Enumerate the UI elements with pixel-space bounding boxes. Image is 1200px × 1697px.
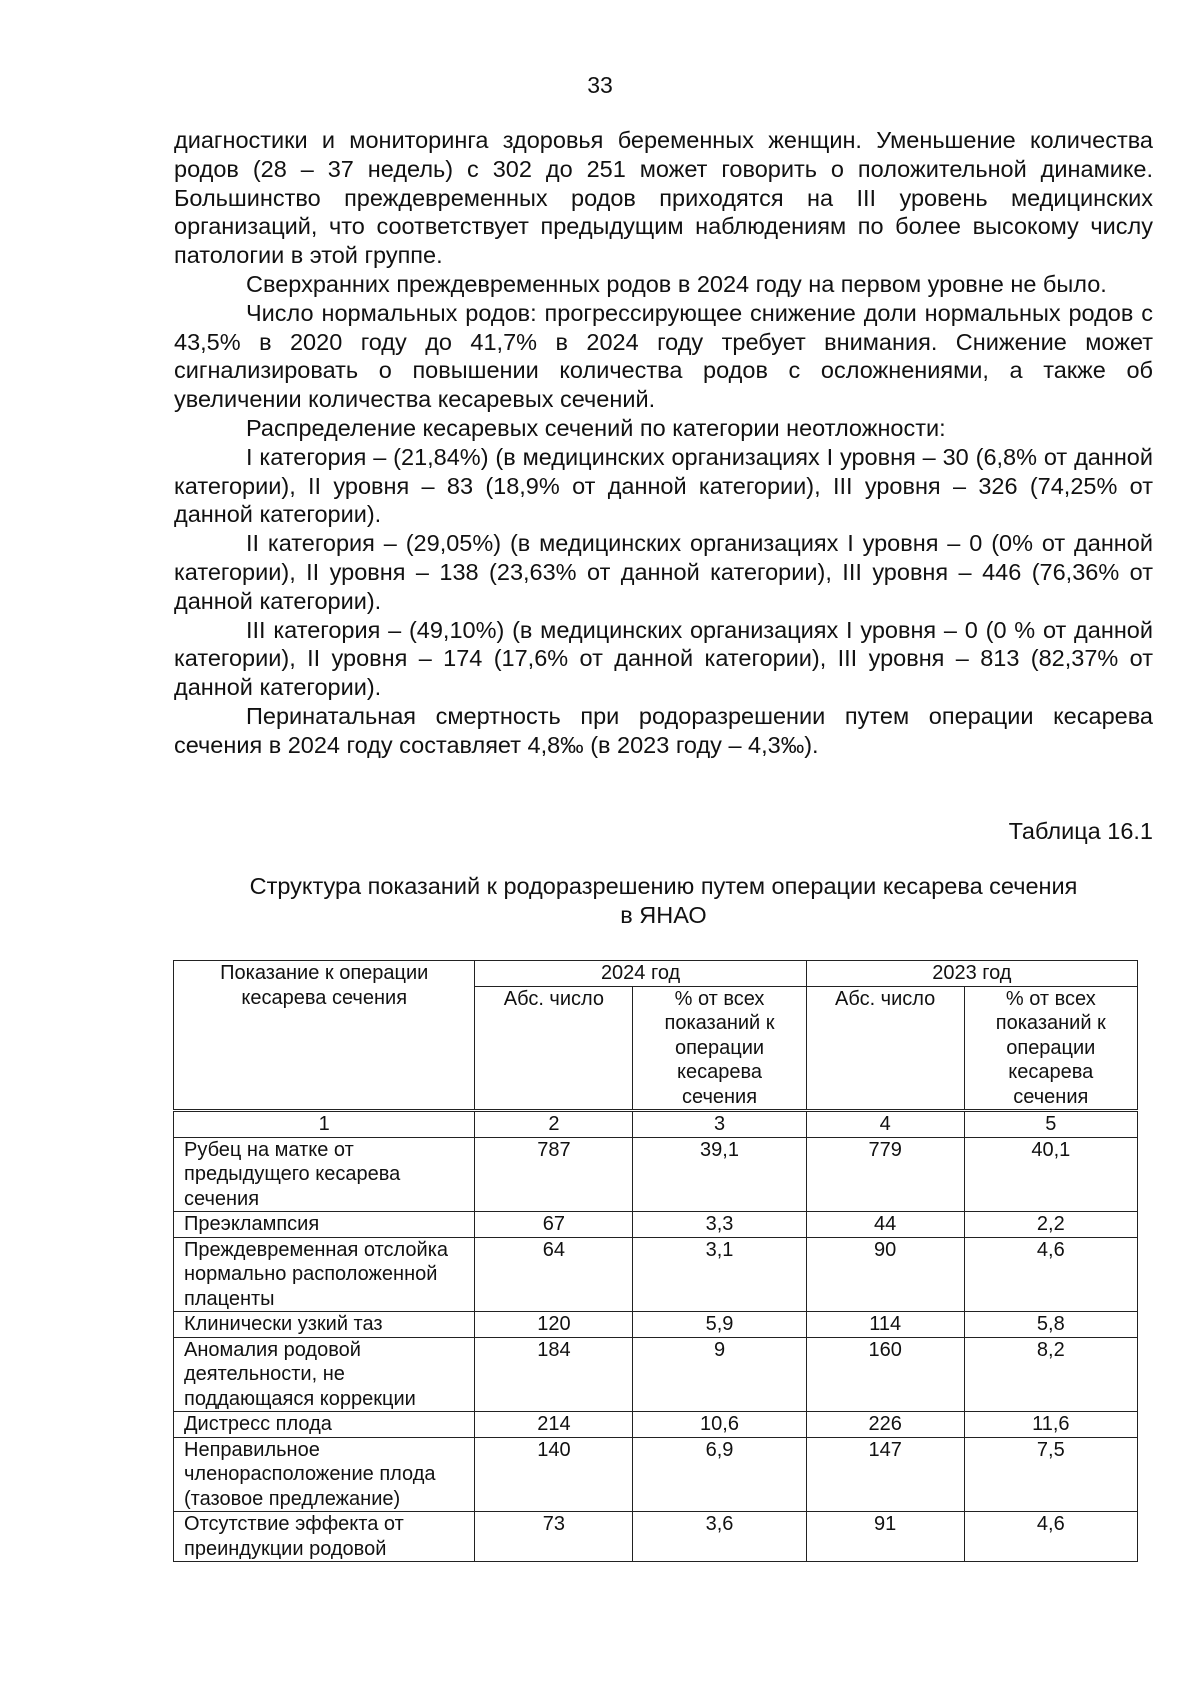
cell-pct-2024: 3,6 bbox=[633, 1512, 806, 1562]
cell-pct-2023: 2,2 bbox=[964, 1212, 1137, 1238]
cell-abs-2023: 91 bbox=[806, 1512, 964, 1562]
table-row bbox=[174, 1412, 1138, 1438]
table-title-line: Структура показаний к родоразрешению путем операции кесарева сечения bbox=[249, 873, 1078, 899]
cell-abs-2023: 779 bbox=[806, 1137, 964, 1212]
cell-abs-2024: 214 bbox=[475, 1412, 633, 1438]
cell-abs-2023: 44 bbox=[806, 1212, 964, 1238]
cell-abs-2023: 160 bbox=[806, 1337, 964, 1412]
table-row bbox=[174, 1312, 1138, 1338]
cell-pct-2024: 5,9 bbox=[633, 1312, 806, 1338]
cell-pct-2023: 7,5 bbox=[964, 1437, 1137, 1512]
paragraph: II категория – (29,05%) (в медицинских организациях I уровня – 0 (0% от данной категории), II уровня – 138 (23,63% от данной категории), III уровня – 446 (76,36% от данной категории). bbox=[174, 530, 1153, 614]
paragraph: Сверхранних преждевременных родов в 2024 году на первом уровне не было. bbox=[246, 270, 1107, 297]
column-number: 3 bbox=[633, 1111, 806, 1138]
table-row bbox=[174, 1212, 1138, 1238]
header-abs-2023: Абс. число bbox=[806, 986, 964, 1111]
cell-pct-2023: 4,6 bbox=[964, 1512, 1137, 1562]
cell-pct-2024: 39,1 bbox=[633, 1137, 806, 1212]
indications-table bbox=[173, 960, 1138, 1562]
paragraph: Перинатальная смертность при родоразрешении путем операции кесарева сечения в 2024 году составляет 4,8‰ (в 2023 году – 4,3‰). bbox=[174, 702, 1153, 758]
cell-pct-2023: 4,6 bbox=[964, 1237, 1137, 1312]
cell-pct-2024: 3,1 bbox=[633, 1237, 806, 1312]
cell-indication: Отсутствие эффекта от преиндукции родовой bbox=[174, 1512, 475, 1562]
paragraph: диагностики и мониторинга здоровья беременных женщин. Уменьшение количества родов (28 – 37 недель) с 302 до 251 может говорить о положительной динамике. Большинство преждевременных родов приходятся на III уровень медицинских организаций, что соответствует предыдущим наблюдениям по более высокому числу патологии в этой группе. bbox=[174, 127, 1153, 269]
table-title-line: в ЯНАО bbox=[620, 902, 707, 928]
header-pct-2024: % от всех показаний к операции кесарева сечения bbox=[633, 986, 806, 1111]
header-abs-2024: Абс. число bbox=[475, 986, 633, 1111]
header-indication: Показание к операции кесарева сечения bbox=[174, 961, 475, 1111]
table-header-row bbox=[174, 961, 1138, 987]
header-year-2024: 2024 год bbox=[475, 961, 806, 987]
cell-indication: Преждевременная отслойка нормально расположенной плаценты bbox=[174, 1237, 475, 1312]
cell-abs-2024: 73 bbox=[475, 1512, 633, 1562]
cell-abs-2023: 226 bbox=[806, 1412, 964, 1438]
cell-indication: Клинически узкий таз bbox=[174, 1312, 475, 1338]
cell-indication: Преэклампсия bbox=[174, 1212, 475, 1238]
cell-abs-2024: 64 bbox=[475, 1237, 633, 1312]
cell-abs-2024: 67 bbox=[475, 1212, 633, 1238]
table-label: Таблица 16.1 bbox=[1008, 818, 1153, 844]
table-row bbox=[174, 1237, 1138, 1312]
cell-indication: Дистресс плода bbox=[174, 1412, 475, 1438]
column-number-row bbox=[174, 1111, 1138, 1138]
cell-abs-2024: 184 bbox=[475, 1337, 633, 1412]
cell-abs-2024: 140 bbox=[475, 1437, 633, 1512]
paragraph: Число нормальных родов: прогрессирующее снижение доли нормальных родов с 43,5% в 2020 году до 41,7% в 2024 году требует внимания. Снижение может сигнализировать о повышении количества родов с осложнениями, а также об увеличении количества кесаревых сечений. bbox=[174, 299, 1153, 413]
page-number: 33 bbox=[587, 72, 613, 98]
cell-abs-2023: 147 bbox=[806, 1437, 964, 1512]
cell-pct-2023: 40,1 bbox=[964, 1137, 1137, 1212]
cell-pct-2024: 6,9 bbox=[633, 1437, 806, 1512]
paragraph: Распределение кесаревых сечений по категории неотложности: bbox=[246, 414, 946, 441]
table-row bbox=[174, 1337, 1138, 1412]
table-row bbox=[174, 1512, 1138, 1562]
cell-abs-2024: 120 bbox=[475, 1312, 633, 1338]
table-title bbox=[174, 872, 1153, 930]
table-row bbox=[174, 1437, 1138, 1512]
paragraph: I категория – (21,84%) (в медицинских организациях I уровня – 30 (6,8% от данной категории), II уровня – 83 (18,9% от данной категории), III уровня – 326 (74,25% от данной категории). bbox=[174, 443, 1153, 528]
cell-pct-2024: 9 bbox=[633, 1337, 806, 1412]
column-number: 5 bbox=[964, 1111, 1137, 1138]
table-row bbox=[174, 1137, 1138, 1212]
cell-indication: Рубец на матке от предыдущего кесарева сечения bbox=[174, 1137, 475, 1212]
column-number: 2 bbox=[475, 1111, 633, 1138]
cell-indication: Аномалия родовой деятельности, не поддающаяся коррекции bbox=[174, 1337, 475, 1412]
column-number: 1 bbox=[174, 1111, 475, 1138]
column-number: 4 bbox=[806, 1111, 964, 1138]
cell-pct-2023: 11,6 bbox=[964, 1412, 1137, 1438]
cell-indication: Неправильное членорасположение плода (тазовое предлежание) bbox=[174, 1437, 475, 1512]
cell-pct-2023: 8,2 bbox=[964, 1337, 1137, 1412]
cell-pct-2024: 3,3 bbox=[633, 1212, 806, 1238]
paragraph: III категория – (49,10%) (в медицинских организациях I уровня – 0 (0 % от данной категории), II уровня – 174 (17,6% от данной категории), III уровня – 813 (82,37% от данной категории). bbox=[174, 616, 1153, 701]
body-text bbox=[174, 126, 1153, 760]
cell-abs-2023: 114 bbox=[806, 1312, 964, 1338]
cell-pct-2024: 10,6 bbox=[633, 1412, 806, 1438]
cell-abs-2024: 787 bbox=[475, 1137, 633, 1212]
header-year-2023: 2023 год bbox=[806, 961, 1137, 987]
cell-abs-2023: 90 bbox=[806, 1237, 964, 1312]
header-pct-2023: % от всех показаний к операции кесарева сечения bbox=[964, 986, 1137, 1111]
cell-pct-2023: 5,8 bbox=[964, 1312, 1137, 1338]
